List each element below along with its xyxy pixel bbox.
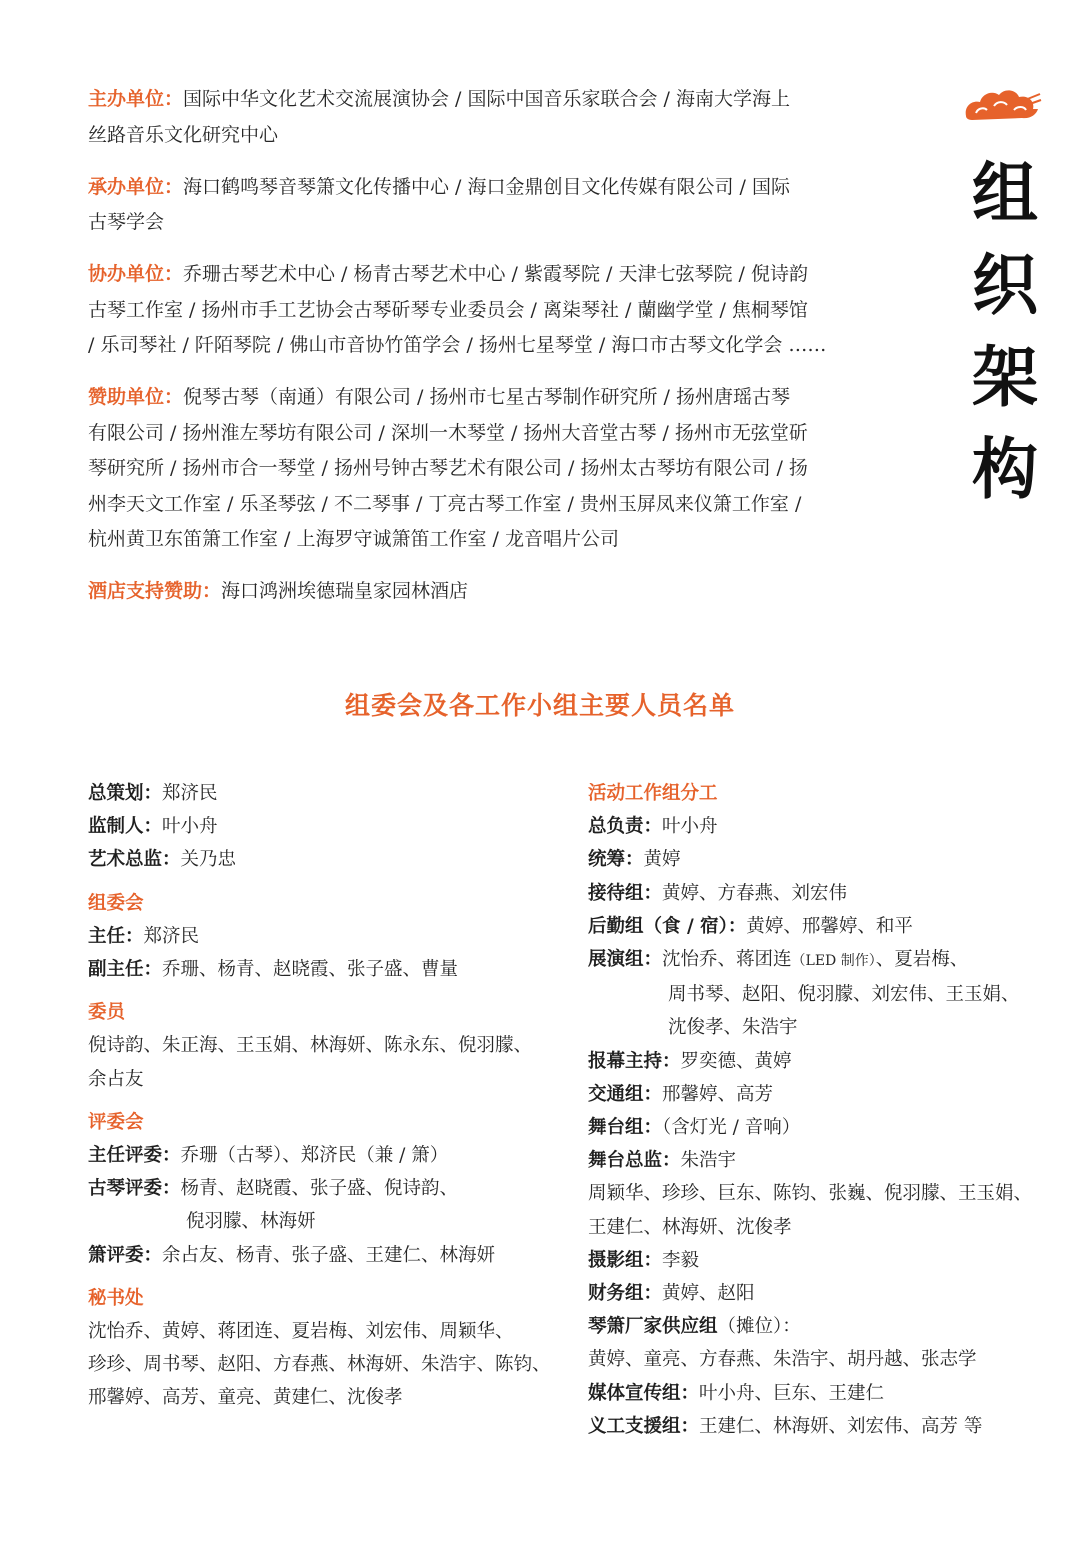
workgroup-heading: 活动工作组分工 bbox=[588, 783, 718, 804]
jury-heading: 评委会 bbox=[88, 1111, 144, 1133]
secretariat-line: 邢馨婷、高芳、童亮、黄建仁、沈俊孝 bbox=[88, 1387, 403, 1409]
coordinator bbox=[588, 843, 1028, 876]
media-group-value: 叶小舟、巨东、王建仁 bbox=[699, 1382, 885, 1404]
volunteer-group-value: 王建仁、林海妍、刘宏伟、高芳 等 bbox=[699, 1415, 983, 1437]
logistics-group-value: 黄婷、邢馨婷、和平 bbox=[746, 915, 913, 937]
stage-director bbox=[588, 1144, 1028, 1177]
performance-group-label: 展演组： bbox=[588, 949, 663, 971]
coordinator-value: 黄婷 bbox=[643, 849, 681, 871]
stage-director-label: 舞台总监： bbox=[588, 1150, 681, 1172]
transport-group-value: 邢馨婷、高芳 bbox=[662, 1083, 774, 1105]
organizer-units bbox=[88, 170, 838, 241]
media-group-label: 媒体宣传组： bbox=[588, 1382, 700, 1404]
photo-group-value: 李毅 bbox=[662, 1249, 700, 1271]
left-column bbox=[88, 777, 551, 1415]
side-title-char: 织 bbox=[972, 247, 1038, 324]
art-director-label: 艺术总监： bbox=[88, 849, 181, 871]
stage-group-label: 舞台组： bbox=[588, 1117, 663, 1139]
co-organizer-units-text: / 乐司琴社 / 阡陌琴院 / 佛山市音协竹笛学会 / 扬州七星琴堂 / 海口市古琴文化学会 …… bbox=[88, 334, 827, 356]
sponsor-units bbox=[88, 380, 838, 558]
coordinator-label: 统筹： bbox=[588, 849, 644, 871]
sponsor-units-label: 赞助单位： bbox=[88, 386, 184, 408]
stage-group-value: （含灯光 / 音响） bbox=[662, 1117, 801, 1139]
host-units-text: 丝路音乐文化研究中心 bbox=[88, 123, 279, 146]
jury-xiao-label: 箫评委： bbox=[88, 1244, 163, 1266]
producer-label: 监制人： bbox=[88, 816, 163, 838]
hotel-sponsor bbox=[88, 574, 838, 610]
supplier-group-label: 琴箫厂家供应组 bbox=[588, 1316, 718, 1338]
jury-chief-label: 主任评委： bbox=[88, 1145, 181, 1167]
jury-guqin bbox=[88, 1172, 548, 1205]
chief-planner bbox=[88, 777, 548, 810]
jury-xiao-value: 余占友、杨青、张子盛、王建仁、林海妍 bbox=[162, 1244, 496, 1266]
transport-group bbox=[588, 1078, 1028, 1111]
host-units bbox=[88, 82, 838, 153]
side-title bbox=[968, 148, 1042, 516]
mc-host bbox=[588, 1045, 1028, 1078]
organizer-units-text: 海口鹤鸣琴音琴箫文化传播中心 / 海口金鼎创目文化传媒有限公司 / 国际 bbox=[183, 175, 790, 198]
jury-xiao bbox=[88, 1239, 548, 1272]
photo-group bbox=[588, 1244, 1028, 1277]
co-organizer-units-text: 古琴工作室 / 扬州市手工艺协会古琴斫琴专业委员会 / 离柒琴社 / 蘭幽学堂 / 焦桐琴馆 bbox=[88, 298, 808, 321]
side-title-char: 架 bbox=[972, 339, 1038, 416]
committee-heading: 组委会 bbox=[88, 892, 144, 914]
side-title-char: 组 bbox=[972, 155, 1038, 232]
committee-chair bbox=[88, 920, 548, 953]
in-charge-value: 叶小舟 bbox=[662, 816, 718, 838]
jury-guqin-value: 杨青、赵晓霞、张子盛、倪诗韵、 bbox=[180, 1178, 459, 1200]
sponsor-units-text: 倪琴古琴（南通）有限公司 / 扬州市七星古琴制作研究所 / 扬州唐瑶古琴 bbox=[183, 386, 790, 408]
staff-list-title: 组委会及各工作小组主要人员名单 bbox=[344, 691, 735, 720]
co-organizer-units bbox=[88, 257, 838, 364]
hotel-sponsor-label: 酒店支持赞助： bbox=[88, 580, 222, 602]
members-line: 倪诗韵、朱正海、王玉娟、林海妍、陈永东、倪羽朦、 bbox=[88, 1035, 533, 1057]
host-units-text: 国际中华文化艺术交流展演协会 / 国际中国音乐家联合会 / 海南大学海上 bbox=[183, 88, 790, 110]
jury-guqin-continued: 倪羽朦、林海妍 bbox=[186, 1211, 316, 1233]
transport-group-label: 交通组： bbox=[588, 1083, 663, 1105]
performance-group-note: （LED 制作） bbox=[791, 953, 876, 970]
organizer-units-text: 古琴学会 bbox=[88, 211, 165, 233]
supplier-group-suffix: （摊位）： bbox=[717, 1316, 801, 1338]
producer bbox=[88, 810, 548, 843]
organizer-units-label: 承办单位： bbox=[88, 175, 184, 198]
host-units-label: 主办单位： bbox=[88, 88, 184, 110]
organizers-section bbox=[88, 82, 838, 626]
stage-group bbox=[588, 1111, 1028, 1144]
committee-vice-chair-label: 副主任： bbox=[88, 959, 163, 981]
secretariat-line: 沈怡乔、黄婷、蒋团连、夏岩梅、刘宏伟、周颖华、 bbox=[88, 1321, 514, 1343]
stage-director-value: 朱浩宇 bbox=[680, 1150, 737, 1172]
co-organizer-units-label: 协办单位： bbox=[88, 263, 184, 285]
chief-planner-label: 总策划： bbox=[88, 783, 163, 804]
performance-group-line: 周书琴、赵阳、倪羽朦、刘宏伟、王玉娟、 bbox=[668, 984, 1020, 1006]
secretariat-line: 珍珍、周书琴、赵阳、方春燕、林海妍、朱浩宇、陈钧、 bbox=[88, 1354, 551, 1376]
art-director bbox=[88, 843, 548, 876]
performance-group-value: 、夏岩梅、 bbox=[875, 949, 969, 971]
hotel-sponsor-text: 海口鸿洲埃德瑞皇家园林酒店 bbox=[221, 580, 469, 602]
side-title-char: 构 bbox=[972, 431, 1038, 508]
co-organizer-units-text: 乔珊古琴艺术中心 / 杨青古琴艺术中心 / 紫霞琴院 / 天津七弦琴院 / 倪诗韵 bbox=[183, 263, 808, 285]
sponsor-units-text: 州李天文工作室 / 乐圣琴弦 / 不二琴事 / 丁亮古琴工作室 / 贵州玉屏凤来仪箫工作室 / bbox=[88, 492, 802, 515]
media-group bbox=[588, 1377, 1028, 1410]
reception-group-label: 接待组： bbox=[588, 882, 663, 904]
volunteer-group bbox=[588, 1410, 1028, 1443]
sponsor-units-text: 杭州黄卫东笛箫工作室 / 上海罗守诚箫笛工作室 / 龙音唱片公司 bbox=[88, 528, 619, 550]
members-heading: 委员 bbox=[88, 1002, 126, 1024]
jury-chief-value: 乔珊（古琴）、郑济民（兼 / 箫） bbox=[180, 1145, 449, 1167]
supplier-group bbox=[588, 1310, 1028, 1343]
mc-host-label: 报幕主持： bbox=[588, 1050, 681, 1072]
volunteer-group-label: 义工支援组： bbox=[588, 1415, 700, 1437]
producer-value: 叶小舟 bbox=[162, 816, 218, 838]
committee-chair-value: 郑济民 bbox=[143, 925, 200, 947]
logistics-group bbox=[588, 910, 1028, 943]
finance-group-value: 黄婷、赵阳 bbox=[662, 1283, 755, 1305]
photo-group-label: 摄影组： bbox=[588, 1249, 663, 1271]
committee-vice-chair bbox=[88, 953, 548, 986]
finance-group-label: 财务组： bbox=[588, 1283, 663, 1305]
performance-group-value: 沈怡乔、蒋团连 bbox=[662, 949, 792, 971]
mc-host-value: 罗奕德、黄婷 bbox=[680, 1050, 792, 1072]
jury-chief bbox=[88, 1139, 548, 1172]
sponsor-units-text: 琴研究所 / 扬州市合一琴堂 / 扬州号钟古琴艺术有限公司 / 扬州太古琴坊有限公司 / 扬 bbox=[88, 457, 808, 479]
sponsor-units-text: 有限公司 / 扬州淮左琴坊有限公司 / 深圳一木琴堂 / 扬州大音堂古琴 / 扬州市无弦堂斫 bbox=[88, 421, 808, 444]
in-charge bbox=[588, 810, 1028, 843]
committee-chair-label: 主任： bbox=[88, 925, 144, 947]
cloud-icon bbox=[962, 82, 1042, 128]
performance-group-line: 沈俊孝、朱浩宇 bbox=[668, 1017, 798, 1039]
logistics-group-label: 后勤组（食 / 宿）： bbox=[588, 915, 747, 937]
finance-group bbox=[588, 1277, 1028, 1310]
supplier-group-value: 黄婷、童亮、方春燕、朱浩宇、胡丹越、张志学 bbox=[588, 1349, 977, 1371]
jury-guqin-label: 古琴评委： bbox=[88, 1178, 181, 1200]
members-line: 余占友 bbox=[88, 1068, 144, 1090]
performance-group bbox=[588, 943, 1028, 978]
stage-crew-line: 周颖华、珍珍、巨东、陈钧、张巍、倪羽朦、王玉娟、 bbox=[588, 1183, 1033, 1205]
secretariat-heading: 秘书处 bbox=[88, 1287, 144, 1309]
reception-group-value: 黄婷、方春燕、刘宏伟 bbox=[662, 882, 848, 904]
reception-group bbox=[588, 877, 1028, 910]
right-column bbox=[588, 777, 1033, 1443]
art-director-value: 关乃忠 bbox=[180, 849, 237, 871]
chief-planner-value: 郑济民 bbox=[162, 783, 218, 804]
stage-crew-line: 王建仁、林海妍、沈俊孝 bbox=[588, 1216, 792, 1238]
committee-vice-chair-value: 乔珊、杨青、赵晓霞、张子盛、曹量 bbox=[162, 959, 459, 981]
in-charge-label: 总负责： bbox=[588, 816, 663, 838]
